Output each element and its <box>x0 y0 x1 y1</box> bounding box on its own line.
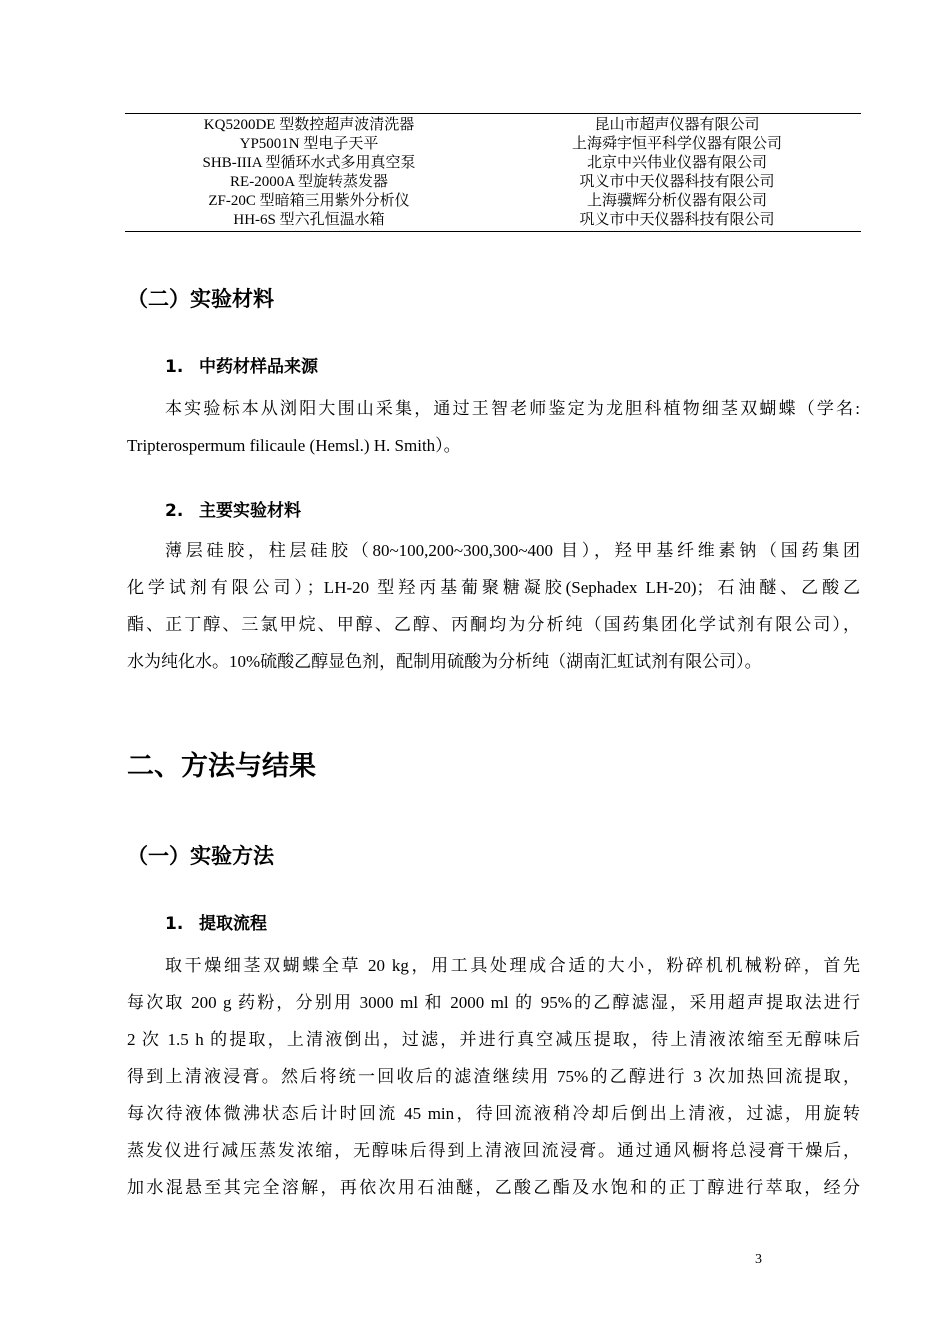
paragraph-main-materials <box>127 532 860 680</box>
manufacturer-name: 巩义市中天仪器科技有限公司 <box>579 174 775 190</box>
paragraph-line: 酯、正丁醇、三氯甲烷、甲醇、乙醇、丙酮均为分析纯（国药集团化学试剂有限公司）， <box>127 615 860 634</box>
paragraph-extraction <box>127 947 860 1206</box>
instrument-name: HH-6S 型六孔恒温水箱 <box>233 212 385 228</box>
paragraph-line: Tripterospermum filicaule (Hemsl.) H. Smith）。 <box>127 436 461 455</box>
paragraph-line: 水为纯化水。10%硫酸乙醇显色剂，配制用硫酸为分析纯（湖南汇虹试剂有限公司）。 <box>127 652 762 671</box>
subheading-sample-source <box>165 352 318 377</box>
instrument-name: SHB-IIIA 型循环水式多用真空泵 <box>202 155 416 171</box>
paragraph-line: 加水混悬至其完全溶解，再依次用石油醚，乙酸乙酯及水饱和的正丁醇进行萃取，经分 <box>127 1178 860 1197</box>
manufacturer-name: 巩义市中天仪器科技有限公司 <box>579 212 775 228</box>
paragraph-line: 每次取 200 g 药粉，分别用 3000 ml 和 2000 ml 的 95%的乙醇滤湿，采用超声提取法进行 <box>127 993 860 1012</box>
subheading-number: 1. <box>165 357 184 377</box>
equipment-table <box>125 113 861 232</box>
instrument-name: YP5001N 型电子天平 <box>239 136 379 152</box>
section-heading-methods: （一）实验方法 <box>127 844 274 868</box>
subheading-title: 提取流程 <box>199 914 267 934</box>
manufacturer-name: 昆山市超声仪器有限公司 <box>594 117 760 133</box>
manufacturer-name: 上海骥辉分析仪器有限公司 <box>586 193 767 209</box>
subheading-title: 主要实验材料 <box>199 501 301 521</box>
subheading-main-materials <box>165 496 301 521</box>
manufacturer-name: 上海舜宇恒平科学仪器有限公司 <box>571 136 782 152</box>
paragraph-line: 化学试剂有限公司）；LH-20 型羟丙基葡聚糖凝胶(Sephadex LH-20)；石油醚、乙酸乙 <box>127 578 860 597</box>
subheading-number: 2. <box>165 501 184 521</box>
instrument-name: KQ5200DE 型数控超声波清洗器 <box>203 117 415 133</box>
paragraph-line: 得到上清液浸膏。然后将统一回收后的滤渣继续用 75%的乙醇进行 3 次加热回流提取， <box>127 1067 860 1086</box>
instrument-name: ZF-20C 型暗箱三用紫外分析仪 <box>208 193 410 209</box>
paragraph-line: 2 次 1.5 h 的提取，上清液倒出，过滤，并进行真空减压提取，待上清液浓缩至无醇味后 <box>127 1030 860 1049</box>
paragraph-line: 每次待液体微沸状态后计时回流 45 min，待回流液稍冷却后倒出上清液，过滤，用旋转 <box>127 1104 860 1123</box>
instrument-column <box>125 116 493 230</box>
paragraph-line: 本实验标本从浏阳大围山采集，通过王智老师鉴定为龙胆科植物细茎双蝴蝶（学名: <box>165 399 860 418</box>
paragraph-line: 薄层硅胶，柱层硅胶（80~100,200~300,300~400 目），羟甲基纤维素钠（国药集团 <box>165 541 860 560</box>
paragraph-line: 蒸发仪进行减压蒸发浓缩，无醇味后得到上清液回流浸膏。通过通风橱将总浸膏干燥后， <box>127 1141 860 1160</box>
subheading-number: 1. <box>165 914 184 934</box>
manufacturer-column <box>493 116 861 230</box>
paragraph-line: 取干燥细茎双蝴蝶全草 20 kg，用工具处理成合适的大小，粉碎机机械粉碎，首先 <box>165 956 860 975</box>
chapter-heading: 二、方法与结果 <box>127 751 316 782</box>
page-number: 3 <box>755 1252 762 1267</box>
manufacturer-name: 北京中兴伟业仪器有限公司 <box>586 155 767 171</box>
paragraph-sample-source <box>127 390 860 464</box>
subheading-extraction <box>165 909 267 934</box>
instrument-name: RE-2000A 型旋转蒸发器 <box>230 174 388 190</box>
section-heading-materials: （二）实验材料 <box>127 287 274 311</box>
subheading-title: 中药材样品来源 <box>199 357 318 377</box>
